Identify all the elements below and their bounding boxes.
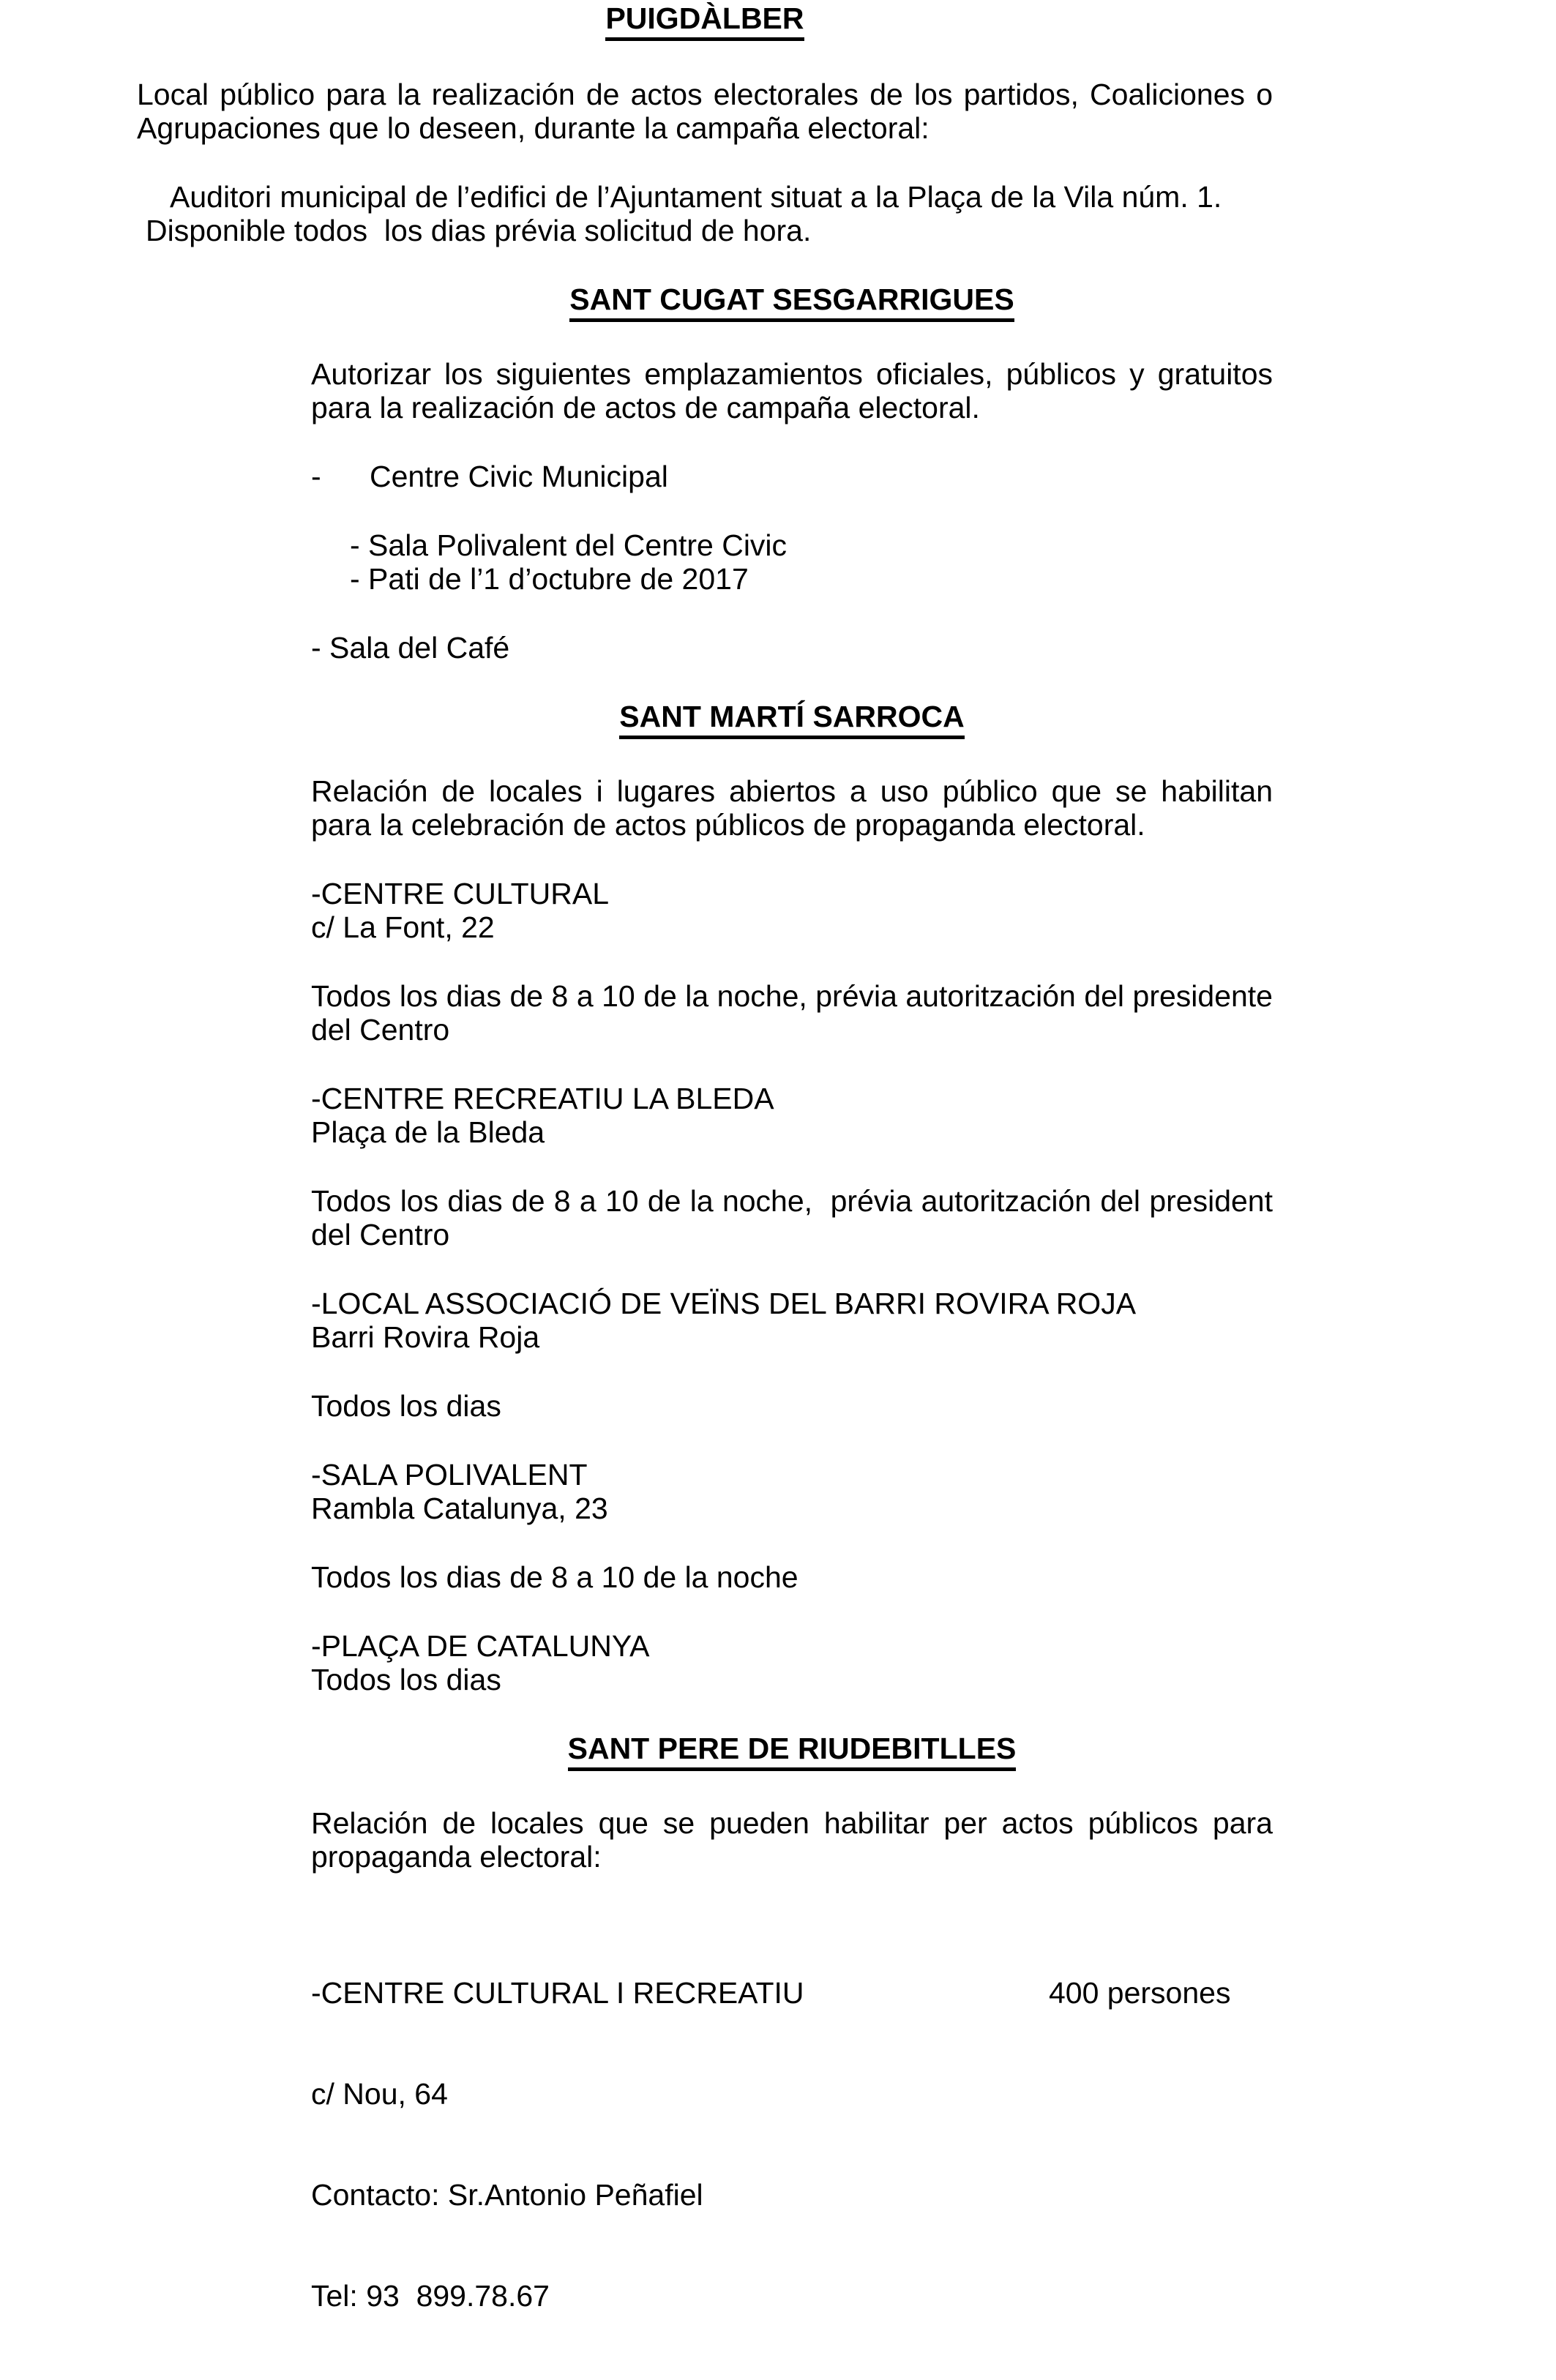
venue-name: -CENTRE RECREATIU LA BLEDA — [311, 1082, 774, 1115]
sublist-centre-civic — [350, 528, 1273, 596]
venue-centre-recreatiu-la-bleda — [311, 1082, 1273, 1149]
para-autorizar-emplazamientos: Autorizar los siguientes emplazamientos oficiales, públicos y gratuitos para la realización de actos de campaña electoral. — [311, 357, 1273, 424]
list-item-sala-del-cafe: - Sala del Café — [311, 631, 510, 665]
municipality-heading-sant-marti-sarroca — [311, 700, 1273, 739]
venue-name: -CENTRE CULTURAL I RECREATIU — [311, 1976, 804, 2010]
venue-availability: Todos los dias — [311, 1663, 501, 1696]
heading-text: SANT MARTÍ SARROCA — [619, 700, 964, 739]
venue-address: Plaça de la Bleda — [311, 1115, 545, 1149]
venue-name-capacity-line — [311, 1976, 1273, 2010]
municipality-heading-sant-pere-de-riudebitlles — [311, 1732, 1273, 1771]
venue-centre-cultural-i-recreatiu — [311, 1909, 1273, 2380]
venue-label: Centre Civic Municipal — [370, 460, 668, 493]
venue-address: c/ Nou, 64 — [311, 2077, 448, 2111]
para-local-publico: Local público para la realización de actos electorales de los partidos, Coaliciones o Agrupaciones que lo deseen, durante la campaña electoral: — [137, 78, 1273, 145]
dash-bullet: - — [311, 460, 321, 493]
para-relacion-locales-sant-pere: Relación de locales que se pueden habilitar per actos públicos para propaganda electoral: — [311, 1806, 1273, 1874]
heading-text: PUIGDÀLBER — [605, 1, 804, 41]
venue-sala-polivalent — [311, 1458, 1273, 1525]
list-item-sala-polivalent: - Sala Polivalent del Centre Civic — [350, 528, 788, 562]
list-item-centre-civic-municipal — [311, 460, 1273, 493]
para-horario-local-associacio: Todos los dias — [311, 1389, 501, 1423]
municipality-heading-puigdalber — [137, 1, 1273, 41]
venue-name: -SALA POLIVALENT — [311, 1458, 588, 1492]
list-item-pati-octubre: - Pati de l’1 d’octubre de 2017 — [350, 562, 749, 596]
para-horario-sala-polivalent: Todos los dias de 8 a 10 de la noche — [311, 1560, 798, 1594]
venue-phone: Tel: 93 899.78.67 — [311, 2279, 550, 2313]
venue-address: Rambla Catalunya, 23 — [311, 1492, 608, 1525]
venue-name: -CENTRE CULTURAL — [311, 877, 609, 910]
venue-placa-de-catalunya — [311, 1629, 1273, 1696]
para-relacion-locales-sant-marti: Relación de locales i lugares abiertos a uso público que se habilitan para la celebración de actos públicos de propaganda electoral. — [311, 774, 1273, 842]
para-horario-centre-cultural: Todos los dias de 8 a 10 de la noche, prévia autoritzación del presidente del Centro — [311, 979, 1273, 1047]
venue-centre-cultural — [311, 877, 1273, 944]
municipality-heading-sant-cugat-sesgarrigues — [311, 282, 1273, 322]
venue-address: c/ La Font, 22 — [311, 910, 495, 944]
venue-name: -PLAÇA DE CATALUNYA — [311, 1629, 650, 1663]
para-horario-centre-recreatiu: Todos los dias de 8 a 10 de la noche, prévia autoritzación del president del Centro — [311, 1184, 1282, 1251]
para-auditori-municipal: Auditori municipal de l’edifici de l’Ajuntament situat a la Plaça de la Vila núm. 1. Disponible todos los dias prévia solicitud de hora. — [146, 180, 1230, 247]
heading-text: SANT PERE DE RIUDEBITLLES — [568, 1732, 1017, 1771]
venue-address: Barri Rovira Roja — [311, 1320, 540, 1354]
venue-capacity: 400 persones — [1049, 1976, 1231, 2010]
venue-name: -LOCAL ASSOCIACIÓ DE VEÏNS DEL BARRI ROVIRA ROJA — [311, 1287, 1137, 1320]
venue-contact: Contacto: Sr.Antonio Peñafiel — [311, 2178, 703, 2212]
heading-text: SANT CUGAT SESGARRIGUES — [569, 282, 1014, 322]
venue-local-associacio-veins — [311, 1287, 1273, 1354]
